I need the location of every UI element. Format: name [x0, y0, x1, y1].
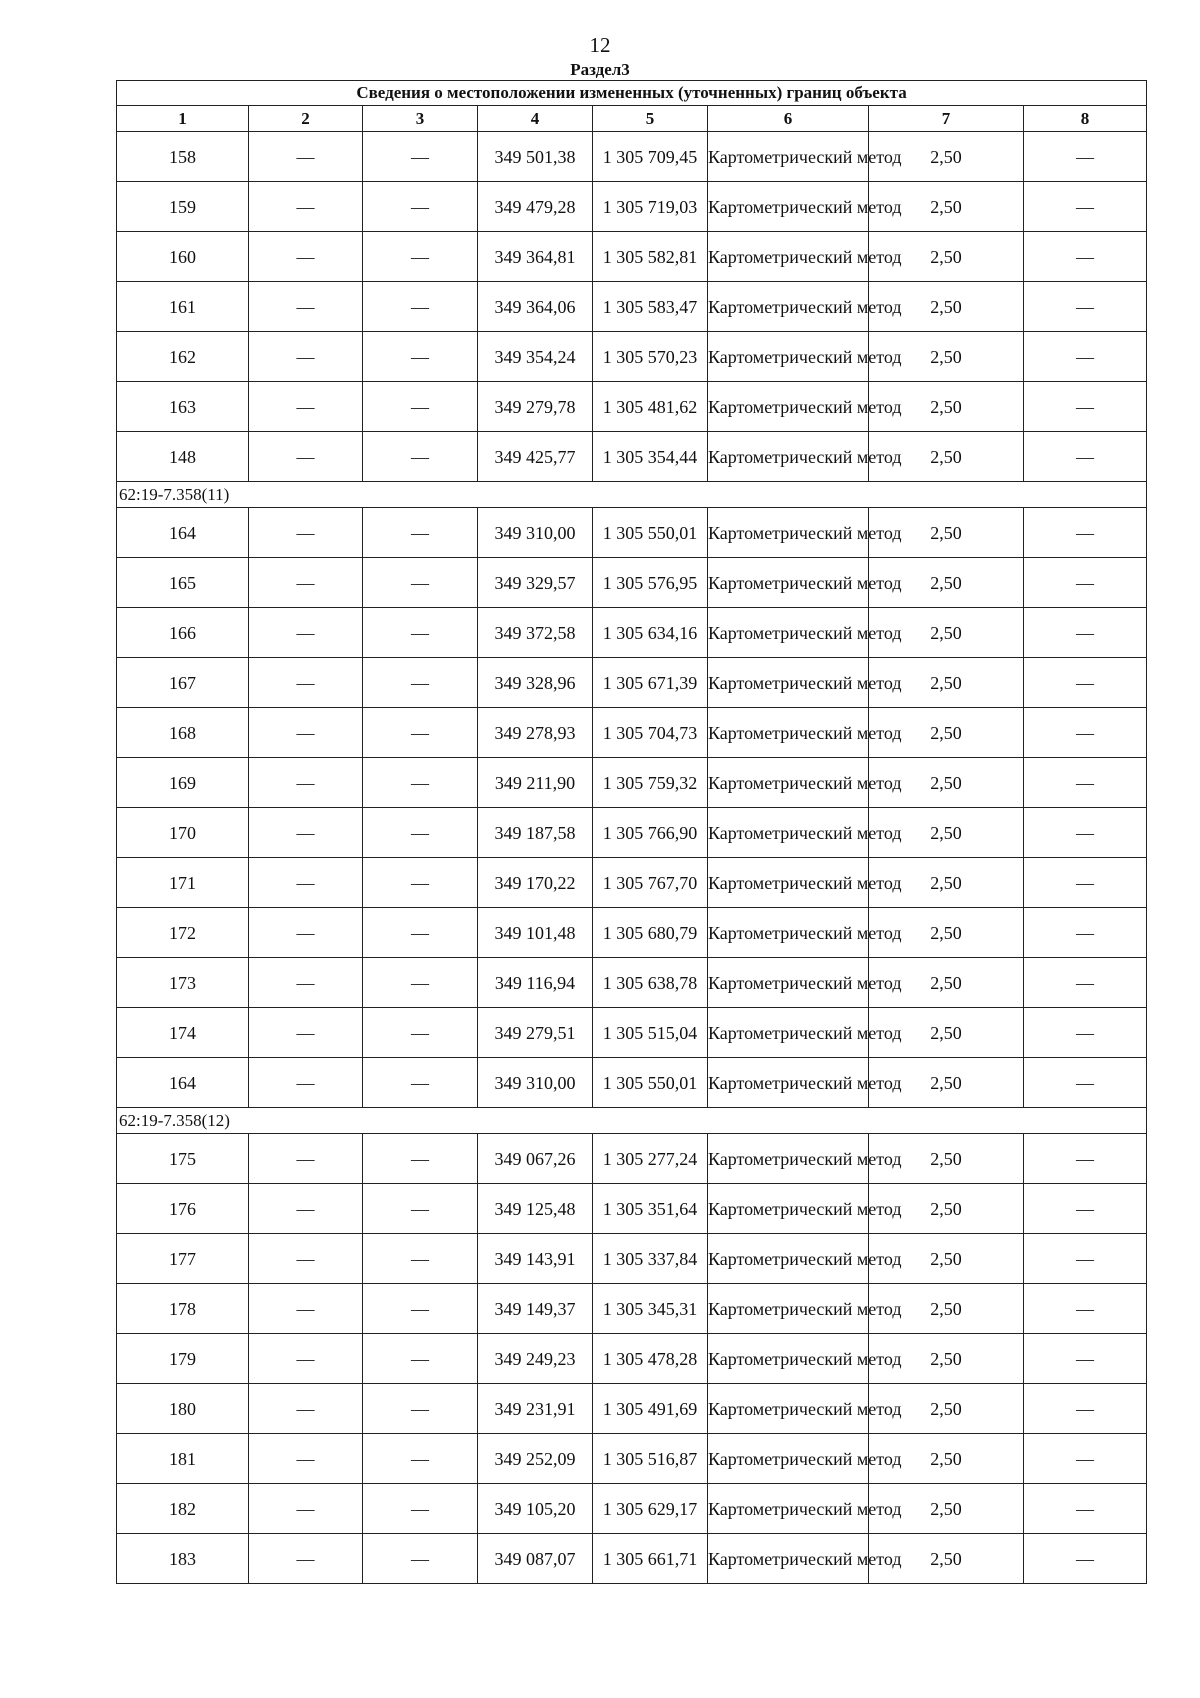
col8-cell: — [1024, 608, 1147, 658]
col2-cell: — [249, 1384, 363, 1434]
accuracy-cell: 2,50 [869, 808, 1024, 858]
point-number-cell: 182 [117, 1484, 249, 1534]
col3-cell: — [363, 1134, 478, 1184]
table-row [117, 958, 1147, 1008]
col2-cell: — [249, 382, 363, 432]
point-number-cell: 174 [117, 1008, 249, 1058]
x-coordinate-cell: 349 354,24 [478, 332, 593, 382]
point-number-cell: 165 [117, 558, 249, 608]
col8-cell: — [1024, 508, 1147, 558]
accuracy-cell: 2,50 [869, 708, 1024, 758]
method-cell: Картометрический метод [708, 1384, 869, 1434]
table-caption-row [117, 81, 1147, 106]
method-cell: Картометрический метод [708, 182, 869, 232]
y-coordinate-cell: 1 305 478,28 [593, 1334, 708, 1384]
x-coordinate-cell: 349 170,22 [478, 858, 593, 908]
y-coordinate-cell: 1 305 576,95 [593, 558, 708, 608]
table-row [117, 132, 1147, 182]
col2-cell: — [249, 1534, 363, 1584]
point-number-cell: 167 [117, 658, 249, 708]
y-coordinate-cell: 1 305 671,39 [593, 658, 708, 708]
point-number-cell: 171 [117, 858, 249, 908]
y-coordinate-cell: 1 305 550,01 [593, 508, 708, 558]
col3-cell: — [363, 1284, 478, 1334]
method-cell: Картометрический метод [708, 1484, 869, 1534]
accuracy-cell: 2,50 [869, 1434, 1024, 1484]
x-coordinate-cell: 349 187,58 [478, 808, 593, 858]
col2-cell: — [249, 1134, 363, 1184]
col3-cell: — [363, 1058, 478, 1108]
column-number: 5 [593, 106, 708, 132]
method-cell: Картометрический метод [708, 1058, 869, 1108]
point-number-cell: 160 [117, 232, 249, 282]
col8-cell: — [1024, 1058, 1147, 1108]
group-label: 62:19-7.358(12) [117, 1108, 1147, 1134]
accuracy-cell: 2,50 [869, 658, 1024, 708]
method-cell: Картометрический метод [708, 282, 869, 332]
accuracy-cell: 2,50 [869, 1534, 1024, 1584]
col2-cell: — [249, 1434, 363, 1484]
table-row [117, 432, 1147, 482]
col3-cell: — [363, 708, 478, 758]
method-cell: Картометрический метод [708, 508, 869, 558]
col2-cell: — [249, 558, 363, 608]
accuracy-cell: 2,50 [869, 432, 1024, 482]
col2-cell: — [249, 808, 363, 858]
col8-cell: — [1024, 558, 1147, 608]
x-coordinate-cell: 349 101,48 [478, 908, 593, 958]
accuracy-cell: 2,50 [869, 558, 1024, 608]
y-coordinate-cell: 1 305 481,62 [593, 382, 708, 432]
col8-cell: — [1024, 1008, 1147, 1058]
method-cell: Картометрический метод [708, 758, 869, 808]
col8-cell: — [1024, 1284, 1147, 1334]
y-coordinate-cell: 1 305 345,31 [593, 1284, 708, 1334]
table-row [117, 1234, 1147, 1284]
x-coordinate-cell: 349 067,26 [478, 1134, 593, 1184]
accuracy-cell: 2,50 [869, 132, 1024, 182]
y-coordinate-cell: 1 305 277,24 [593, 1134, 708, 1184]
accuracy-cell: 2,50 [869, 1184, 1024, 1234]
point-number-cell: 163 [117, 382, 249, 432]
col2-cell: — [249, 958, 363, 1008]
method-cell: Картометрический метод [708, 908, 869, 958]
y-coordinate-cell: 1 305 354,44 [593, 432, 708, 482]
x-coordinate-cell: 349 278,93 [478, 708, 593, 758]
col8-cell: — [1024, 758, 1147, 808]
col8-cell: — [1024, 658, 1147, 708]
col2-cell: — [249, 132, 363, 182]
table-body [117, 81, 1147, 1584]
table-row [117, 1384, 1147, 1434]
y-coordinate-cell: 1 305 516,87 [593, 1434, 708, 1484]
col3-cell: — [363, 382, 478, 432]
table-row [117, 1434, 1147, 1484]
col2-cell: — [249, 432, 363, 482]
section-title: Раздел3 [570, 60, 630, 79]
x-coordinate-cell: 349 149,37 [478, 1284, 593, 1334]
col8-cell: — [1024, 708, 1147, 758]
table-row [117, 508, 1147, 558]
col2-cell: — [249, 508, 363, 558]
point-number-cell: 181 [117, 1434, 249, 1484]
y-coordinate-cell: 1 305 704,73 [593, 708, 708, 758]
table-row [117, 332, 1147, 382]
method-cell: Картометрический метод [708, 708, 869, 758]
col3-cell: — [363, 232, 478, 282]
col8-cell: — [1024, 382, 1147, 432]
y-coordinate-cell: 1 305 719,03 [593, 182, 708, 232]
point-number-cell: 166 [117, 608, 249, 658]
y-coordinate-cell: 1 305 638,78 [593, 958, 708, 1008]
point-number-cell: 180 [117, 1384, 249, 1434]
table-row [117, 382, 1147, 432]
x-coordinate-cell: 349 372,58 [478, 608, 593, 658]
y-coordinate-cell: 1 305 491,69 [593, 1384, 708, 1434]
col8-cell: — [1024, 432, 1147, 482]
point-number-cell: 148 [117, 432, 249, 482]
table-caption: Сведения о местоположении измененных (уточненных) границ объекта [117, 81, 1147, 106]
column-number: 2 [249, 106, 363, 132]
col8-cell: — [1024, 958, 1147, 1008]
y-coordinate-cell: 1 305 550,01 [593, 1058, 708, 1108]
col3-cell: — [363, 608, 478, 658]
point-number-cell: 158 [117, 132, 249, 182]
y-coordinate-cell: 1 305 767,70 [593, 858, 708, 908]
method-cell: Картометрический метод [708, 808, 869, 858]
col8-cell: — [1024, 1484, 1147, 1534]
col3-cell: — [363, 1384, 478, 1434]
y-coordinate-cell: 1 305 337,84 [593, 1234, 708, 1284]
table-row [117, 608, 1147, 658]
col2-cell: — [249, 908, 363, 958]
x-coordinate-cell: 349 143,91 [478, 1234, 593, 1284]
method-cell: Картометрический метод [708, 1284, 869, 1334]
accuracy-cell: 2,50 [869, 958, 1024, 1008]
col3-cell: — [363, 808, 478, 858]
group-label: 62:19-7.358(11) [117, 482, 1147, 508]
col3-cell: — [363, 182, 478, 232]
col2-cell: — [249, 1184, 363, 1234]
col3-cell: — [363, 1184, 478, 1234]
point-number-cell: 159 [117, 182, 249, 232]
col3-cell: — [363, 558, 478, 608]
table-row [117, 758, 1147, 808]
table-row [117, 1134, 1147, 1184]
x-coordinate-cell: 349 501,38 [478, 132, 593, 182]
method-cell: Картометрический метод [708, 432, 869, 482]
col8-cell: — [1024, 1334, 1147, 1384]
x-coordinate-cell: 349 116,94 [478, 958, 593, 1008]
col2-cell: — [249, 232, 363, 282]
y-coordinate-cell: 1 305 661,71 [593, 1534, 708, 1584]
accuracy-cell: 2,50 [869, 282, 1024, 332]
col8-cell: — [1024, 808, 1147, 858]
table-row [117, 908, 1147, 958]
col2-cell: — [249, 708, 363, 758]
x-coordinate-cell: 349 211,90 [478, 758, 593, 808]
method-cell: Картометрический метод [708, 1184, 869, 1234]
point-number-cell: 178 [117, 1284, 249, 1334]
accuracy-cell: 2,50 [869, 1484, 1024, 1534]
col2-cell: — [249, 1484, 363, 1534]
column-number: 1 [117, 106, 249, 132]
column-number: 6 [708, 106, 869, 132]
col8-cell: — [1024, 1534, 1147, 1584]
col3-cell: — [363, 658, 478, 708]
col2-cell: — [249, 758, 363, 808]
column-number: 3 [363, 106, 478, 132]
col3-cell: — [363, 132, 478, 182]
table-row [117, 1484, 1147, 1534]
y-coordinate-cell: 1 305 570,23 [593, 332, 708, 382]
accuracy-cell: 2,50 [869, 1334, 1024, 1384]
accuracy-cell: 2,50 [869, 232, 1024, 282]
col3-cell: — [363, 508, 478, 558]
accuracy-cell: 2,50 [869, 1058, 1024, 1108]
x-coordinate-cell: 349 479,28 [478, 182, 593, 232]
y-coordinate-cell: 1 305 766,90 [593, 808, 708, 858]
table-row [117, 708, 1147, 758]
col2-cell: — [249, 1058, 363, 1108]
x-coordinate-cell: 349 125,48 [478, 1184, 593, 1234]
point-number-cell: 173 [117, 958, 249, 1008]
method-cell: Картометрический метод [708, 1434, 869, 1484]
col3-cell: — [363, 1434, 478, 1484]
method-cell: Картометрический метод [708, 1234, 869, 1284]
x-coordinate-cell: 349 364,06 [478, 282, 593, 332]
col2-cell: — [249, 608, 363, 658]
col2-cell: — [249, 182, 363, 232]
point-number-cell: 168 [117, 708, 249, 758]
col8-cell: — [1024, 1184, 1147, 1234]
method-cell: Картометрический метод [708, 608, 869, 658]
x-coordinate-cell: 349 087,07 [478, 1534, 593, 1584]
x-coordinate-cell: 349 279,51 [478, 1008, 593, 1058]
col2-cell: — [249, 1008, 363, 1058]
page-number: 12 [589, 33, 611, 57]
table-row [117, 1284, 1147, 1334]
point-number-cell: 172 [117, 908, 249, 958]
col2-cell: — [249, 332, 363, 382]
y-coordinate-cell: 1 305 709,45 [593, 132, 708, 182]
point-number-cell: 162 [117, 332, 249, 382]
table-row [117, 1058, 1147, 1108]
accuracy-cell: 2,50 [869, 858, 1024, 908]
accuracy-cell: 2,50 [869, 382, 1024, 432]
x-coordinate-cell: 349 279,78 [478, 382, 593, 432]
point-number-cell: 170 [117, 808, 249, 858]
point-number-cell: 177 [117, 1234, 249, 1284]
table-row [117, 1534, 1147, 1584]
method-cell: Картометрический метод [708, 958, 869, 1008]
accuracy-cell: 2,50 [869, 1284, 1024, 1334]
table-row [117, 658, 1147, 708]
x-coordinate-cell: 349 252,09 [478, 1434, 593, 1484]
column-number: 7 [869, 106, 1024, 132]
x-coordinate-cell: 349 328,96 [478, 658, 593, 708]
method-cell: Картометрический метод [708, 558, 869, 608]
accuracy-cell: 2,50 [869, 908, 1024, 958]
table-row [117, 1008, 1147, 1058]
column-number: 4 [478, 106, 593, 132]
column-number: 8 [1024, 106, 1147, 132]
accuracy-cell: 2,50 [869, 1384, 1024, 1434]
col3-cell: — [363, 1334, 478, 1384]
x-coordinate-cell: 349 105,20 [478, 1484, 593, 1534]
table-row [117, 282, 1147, 332]
col3-cell: — [363, 282, 478, 332]
col2-cell: — [249, 1284, 363, 1334]
group-label-row [117, 482, 1147, 508]
col2-cell: — [249, 858, 363, 908]
col8-cell: — [1024, 1234, 1147, 1284]
y-coordinate-cell: 1 305 351,64 [593, 1184, 708, 1234]
col8-cell: — [1024, 332, 1147, 382]
method-cell: Картометрический метод [708, 1334, 869, 1384]
y-coordinate-cell: 1 305 583,47 [593, 282, 708, 332]
col8-cell: — [1024, 1434, 1147, 1484]
y-coordinate-cell: 1 305 634,16 [593, 608, 708, 658]
method-cell: Картометрический метод [708, 658, 869, 708]
col3-cell: — [363, 1484, 478, 1534]
point-number-cell: 164 [117, 1058, 249, 1108]
x-coordinate-cell: 349 329,57 [478, 558, 593, 608]
table-row [117, 858, 1147, 908]
col8-cell: — [1024, 908, 1147, 958]
col3-cell: — [363, 758, 478, 808]
point-number-cell: 169 [117, 758, 249, 808]
point-number-cell: 161 [117, 282, 249, 332]
col3-cell: — [363, 1534, 478, 1584]
table-row [117, 232, 1147, 282]
col2-cell: — [249, 658, 363, 708]
accuracy-cell: 2,50 [869, 1134, 1024, 1184]
table-row [117, 1184, 1147, 1234]
boundary-points-table [116, 80, 1147, 1584]
col3-cell: — [363, 1008, 478, 1058]
method-cell: Картометрический метод [708, 132, 869, 182]
col8-cell: — [1024, 1384, 1147, 1434]
col3-cell: — [363, 908, 478, 958]
method-cell: Картометрический метод [708, 1534, 869, 1584]
x-coordinate-cell: 349 364,81 [478, 232, 593, 282]
x-coordinate-cell: 349 249,23 [478, 1334, 593, 1384]
accuracy-cell: 2,50 [869, 1234, 1024, 1284]
method-cell: Картометрический метод [708, 858, 869, 908]
group-label-row [117, 1108, 1147, 1134]
y-coordinate-cell: 1 305 629,17 [593, 1484, 708, 1534]
method-cell: Картометрический метод [708, 332, 869, 382]
col2-cell: — [249, 1234, 363, 1284]
col3-cell: — [363, 332, 478, 382]
table-row [117, 558, 1147, 608]
col8-cell: — [1024, 132, 1147, 182]
method-cell: Картометрический метод [708, 382, 869, 432]
y-coordinate-cell: 1 305 515,04 [593, 1008, 708, 1058]
col8-cell: — [1024, 232, 1147, 282]
x-coordinate-cell: 349 310,00 [478, 508, 593, 558]
col8-cell: — [1024, 182, 1147, 232]
method-cell: Картометрический метод [708, 1134, 869, 1184]
point-number-cell: 179 [117, 1334, 249, 1384]
y-coordinate-cell: 1 305 759,32 [593, 758, 708, 808]
accuracy-cell: 2,50 [869, 608, 1024, 658]
method-cell: Картометрический метод [708, 1008, 869, 1058]
table-row [117, 1334, 1147, 1384]
col8-cell: — [1024, 858, 1147, 908]
col3-cell: — [363, 1234, 478, 1284]
table-row [117, 808, 1147, 858]
col2-cell: — [249, 282, 363, 332]
col3-cell: — [363, 432, 478, 482]
col3-cell: — [363, 958, 478, 1008]
col2-cell: — [249, 1334, 363, 1384]
point-number-cell: 175 [117, 1134, 249, 1184]
y-coordinate-cell: 1 305 582,81 [593, 232, 708, 282]
accuracy-cell: 2,50 [869, 508, 1024, 558]
x-coordinate-cell: 349 310,00 [478, 1058, 593, 1108]
column-number-row [117, 106, 1147, 132]
point-number-cell: 164 [117, 508, 249, 558]
accuracy-cell: 2,50 [869, 182, 1024, 232]
x-coordinate-cell: 349 231,91 [478, 1384, 593, 1434]
accuracy-cell: 2,50 [869, 332, 1024, 382]
accuracy-cell: 2,50 [869, 1008, 1024, 1058]
col3-cell: — [363, 858, 478, 908]
accuracy-cell: 2,50 [869, 758, 1024, 808]
point-number-cell: 176 [117, 1184, 249, 1234]
col8-cell: — [1024, 282, 1147, 332]
table-row [117, 182, 1147, 232]
method-cell: Картометрический метод [708, 232, 869, 282]
x-coordinate-cell: 349 425,77 [478, 432, 593, 482]
y-coordinate-cell: 1 305 680,79 [593, 908, 708, 958]
point-number-cell: 183 [117, 1534, 249, 1584]
col8-cell: — [1024, 1134, 1147, 1184]
